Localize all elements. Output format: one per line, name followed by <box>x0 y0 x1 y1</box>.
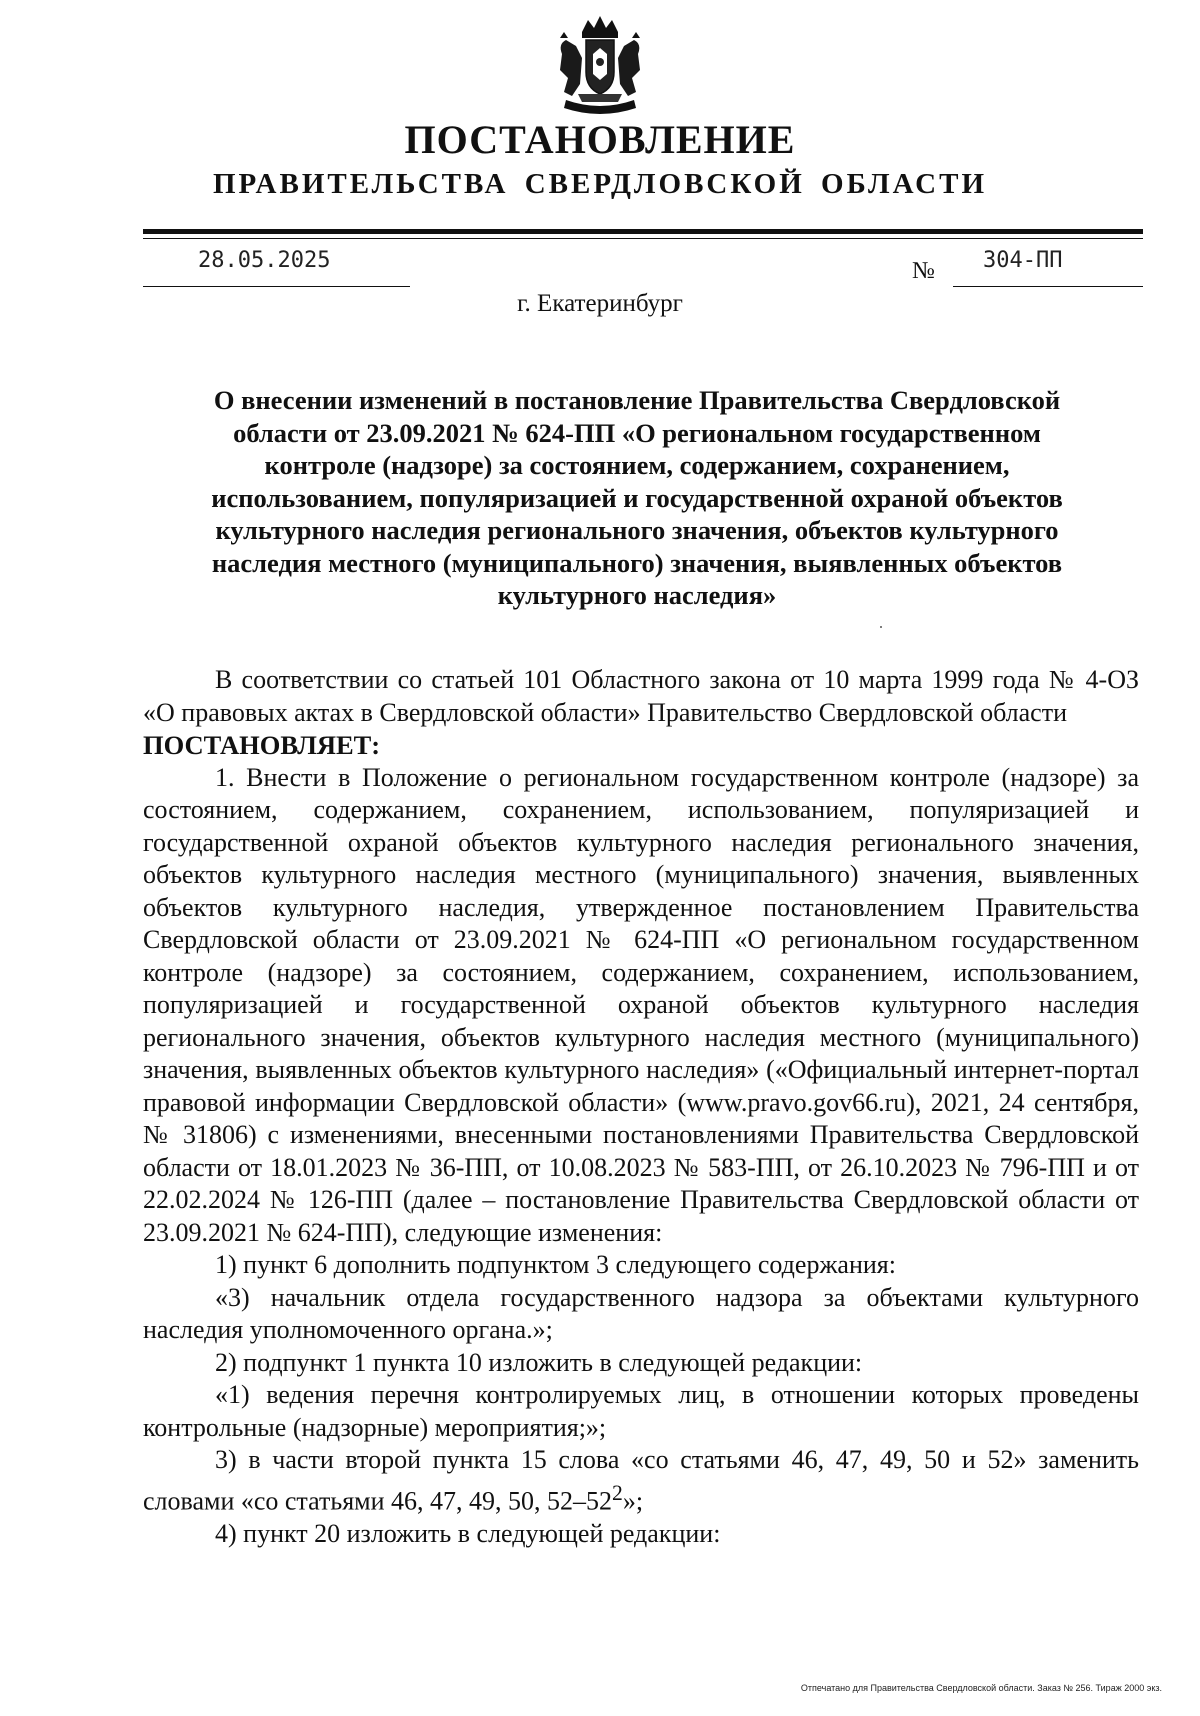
document-date: 28.05.2025 <box>198 248 331 273</box>
subitem-3-text: 3) в части второй пункта 15 слова «со статьями 46, 47, 49, 50 и 52» заменить словами «со статьями 46, 47, 49, 50, 52–52 <box>143 1445 1139 1516</box>
item-1-paragraph: 1. Внести в Положение о региональном государственном контроле (надзоре) за состоянием, содержанием, сохранением, использованием, популяризацией и государственной охраной объектов культурного наследия регионального значения, объектов культурного наследия местного (муниципального) значения, выявленных объектов культурного наследия, утвержденное постановлением Правительства Свердловской области от 23.09.2021 № 624-ПП «О региональном государственном контроле (надзоре) за состоянием, содержанием, сохранением, использованием, популяризацией и государственной охраной объектов культурного наследия регионального значения, объектов культурного наследия местного (муниципального) значения, выявленных объектов культурного наследия» («Официальный интернет-портал правовой информации Свердловской области» (www.pravo.gov66.ru), 2021, 24 сентября, № 31806) с изменениями, внесенными постановлениями Правительства Свердловской области от 18.01.2023 № 36-ПП, от 10.08.2023 № 583-ПП, от 26.10.2023 № 796-ПП и от 22.02.2024 № 126-ПП (далее – постановление Правительства Свердловской области от 23.09.2021 № 624-ПП), следующие изменения: <box>143 762 1139 1247</box>
number-sign: № <box>912 258 935 284</box>
document-heading: О внесении изменений в постановление Правительства Свердловской области от 23.09.2021 № 624-ПП «О региональном государственном контроле (надзоре) за состоянием, содержанием, сохранением, использованием, популяризацией и государственной охраной объектов культурного наследия регионального значения, объектов культурного наследия местного (муниципального) значения, выявленных объектов культурного наследия» <box>211 385 1063 610</box>
scan-speck <box>880 626 882 628</box>
superscript: 2 <box>612 1480 623 1505</box>
subitem-1-quote: «3) начальник отдела государственного надзора за объектами культурного наследия уполномоченного органа.»; <box>143 1282 1139 1344</box>
coat-of-arms-icon <box>552 14 648 122</box>
subitem-4: 4) пункт 20 изложить в следующей редакции: <box>215 1518 721 1548</box>
subitem-2: 2) подпункт 1 пункта 10 изложить в следующей редакции: <box>215 1347 863 1377</box>
subitem-2-quote: «1) ведения перечня контролируемых лиц, в отношении которых проведены контрольные (надзорные) мероприятия;»; <box>143 1380 1139 1442</box>
subitem-3 <box>143 1444 1139 1518</box>
number-field <box>953 248 1143 287</box>
resolve-keyword: ПОСТАНОВЛЯЕТ: <box>143 730 381 760</box>
preamble-paragraph: В соответствии со статьей 101 Областного закона от 10 марта 1999 года № 4-ОЗ «О правовых актах в Свердловской области» Правительство Свердловской области <box>143 665 1139 727</box>
header-divider-thin <box>143 238 1143 239</box>
document-title: ПОСТАНОВЛЕНИЕ <box>404 117 796 162</box>
document-body <box>143 664 1139 1550</box>
header-divider-thick <box>143 229 1143 234</box>
issue-city: г. Екатеринбург <box>517 290 683 317</box>
print-footer: Отпечатано для Правительства Свердловской области. Заказ № 256. Тираж 2000 экз. <box>800 1683 1162 1693</box>
issuing-authority: ПРАВИТЕЛЬСТВА СВЕРДЛОВСКОЙ ОБЛАСТИ <box>212 168 988 200</box>
document-number: 304-ПП <box>983 248 1063 273</box>
subitem-3-end: »; <box>622 1486 644 1516</box>
subitem-1: 1) пункт 6 дополнить подпунктом 3 следующего содержания: <box>215 1250 896 1279</box>
date-field <box>143 248 410 287</box>
